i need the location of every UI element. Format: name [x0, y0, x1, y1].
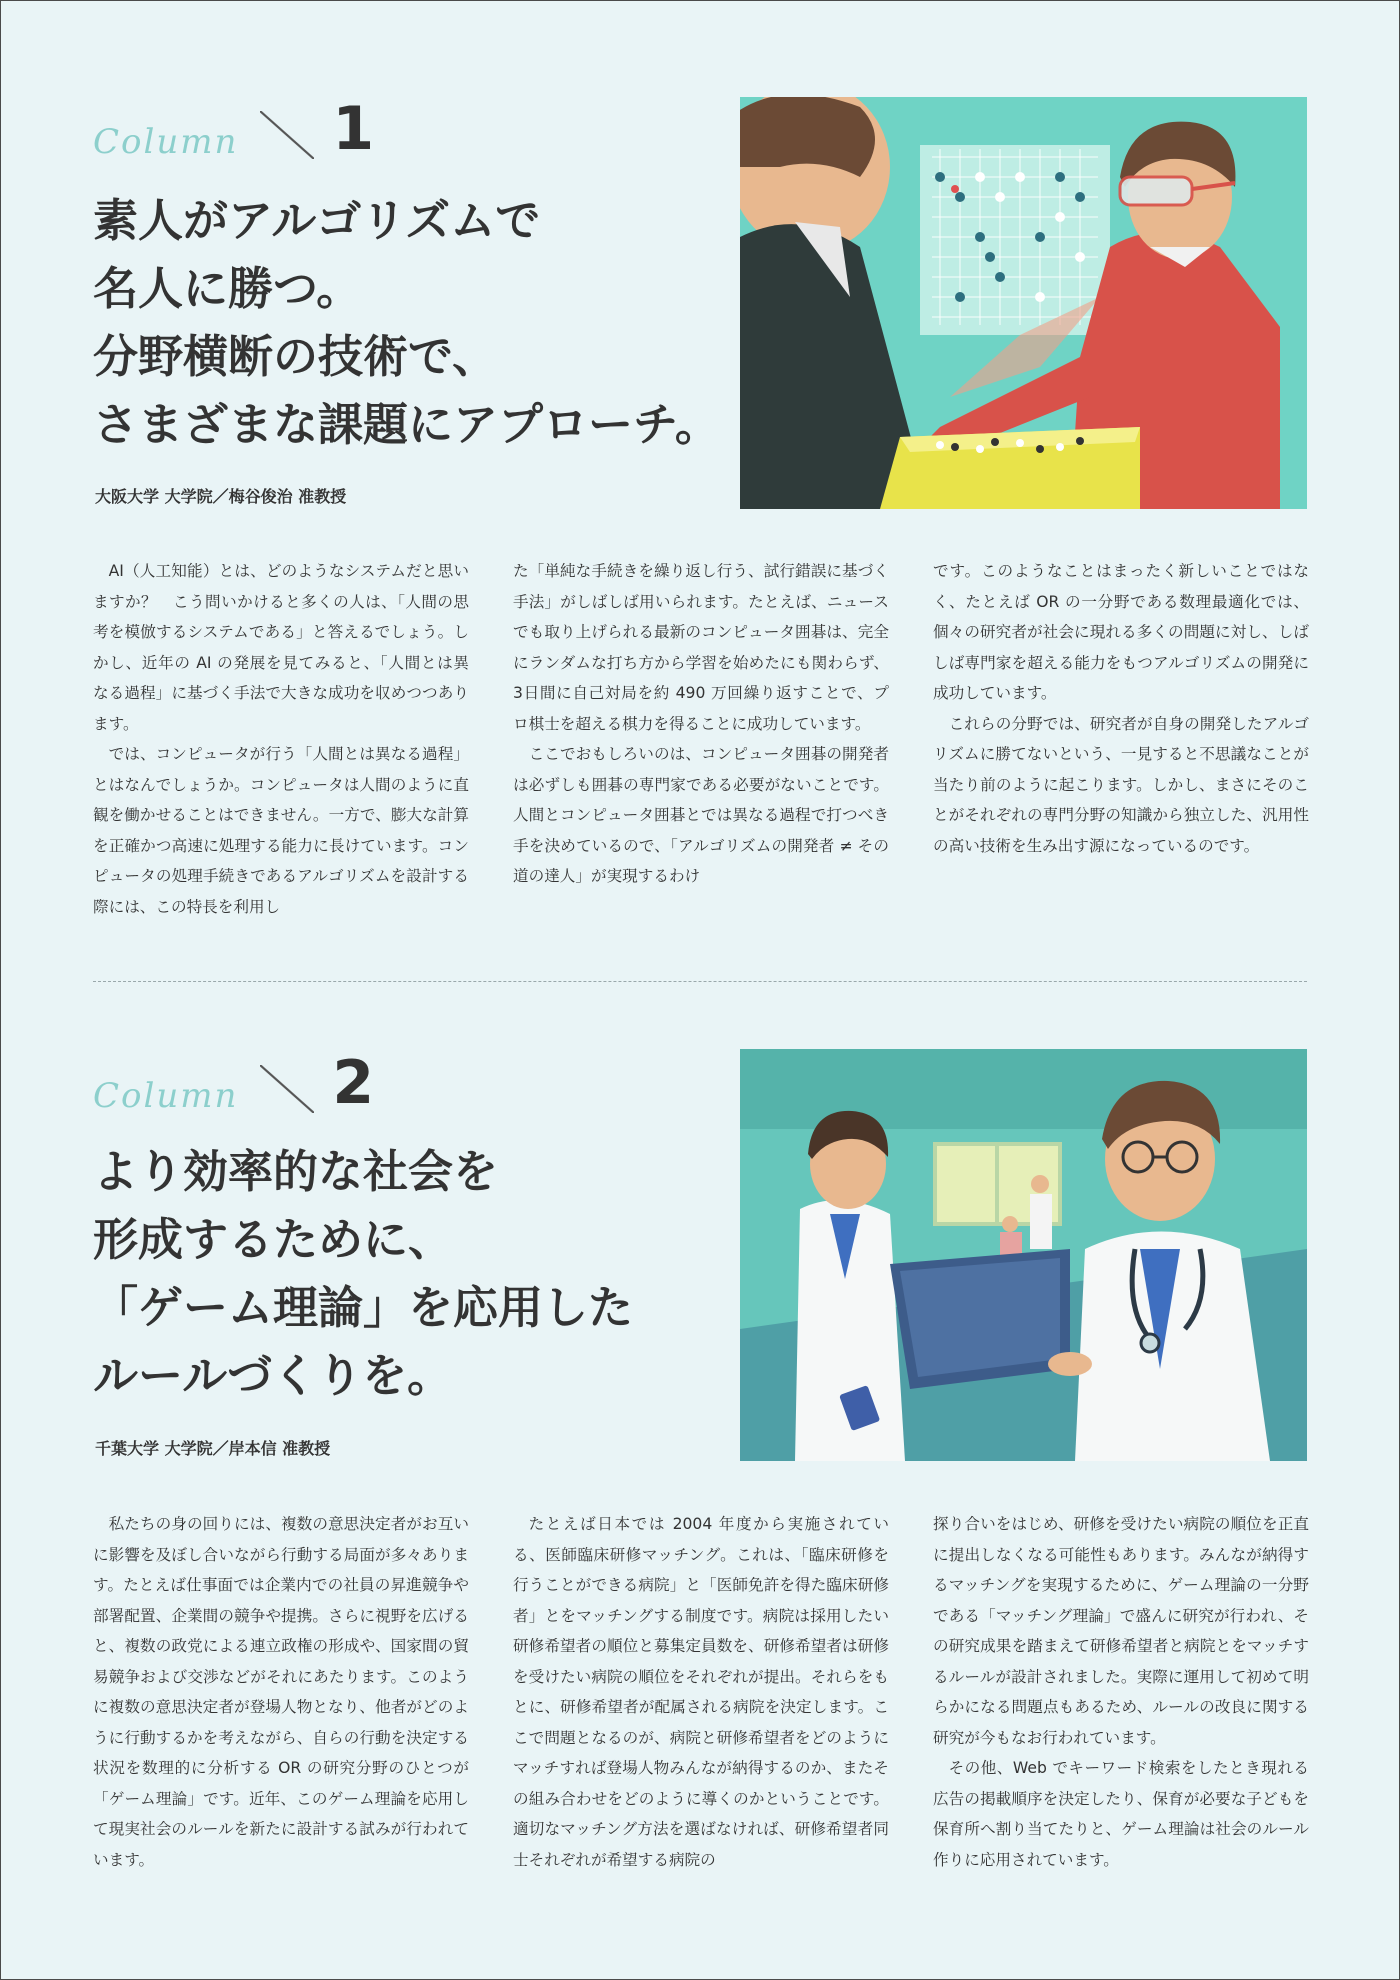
headline: [93, 187, 720, 459]
slash-divider: [260, 111, 314, 159]
body-paragraph: これらの分野では、研究者が自身の開発したアルゴリズムに勝てないという、一見すると不思議なことが当たり前のように起こります。しかし、まさにそのことがそれぞれの専門分野の知識から独立した、汎用性の高い技術を生み出す源になっているのです。: [933, 714, 1309, 855]
body-paragraph: 探り合いをはじめ、研修を受けたい病院の順位を正直に提出しなくなる可能性もあります。みんなが納得するマッチングを実現するために、ゲーム理論の一分野である「マッチング理論」で盛んに研究が行われ、その研究成果を踏まえて研修希望者と病院とをマッチするルールが設計されました。実際に運用して初めて明らかになる問題点もあるため、ルールの改良に関する研究が今もなお行われています。: [933, 1515, 1309, 1747]
body-column: [93, 556, 469, 922]
headline-line: より効率的な社会を: [93, 1145, 499, 1198]
body-column: [933, 556, 1309, 861]
column-word: Column: [93, 122, 239, 162]
body-paragraph: た「単純な手続きを繰り返し行う、試行錯誤に基づく手法」がしばしば用いられます。たとえば、ニュースでも取り上げられる最新のコンピュータ囲碁は、完全にランダムな打ち方から学習を始めたにも関わらず、3日間に自己対局を約 490 万回繰り返すことで、プロ棋士を超える棋力を得ることに成功しています。: [513, 562, 889, 733]
headline: [93, 1138, 633, 1410]
headline-line: 形成するために、: [93, 1213, 454, 1266]
body-column: [513, 556, 889, 892]
body-column: [513, 1509, 889, 1875]
hospital-doctors-illustration: [740, 1049, 1307, 1461]
body-paragraph: です。このようなことはまったく新しいことではなく、たとえば OR の一分野である数理最適化では、個々の研究者が社会に現れる多くの問題に対し、しばしば専門家を超える能力をもつアルゴリズムの開発に成功しています。: [933, 562, 1309, 702]
headline-line: さまざまな課題にアプローチ。: [93, 398, 720, 451]
body-paragraph: では、コンピュータが行う「人間とは異なる過程」とはなんでしょうか。コンピュータは人間のように直観を働かせることはできません。一方で、膨大な計算を正確かつ高速に処理する能力に長けています。コンピュータの処理手続きであるアルゴリズムを設計する際には、この特長を利用し: [93, 745, 469, 916]
body-paragraph: ここでおもしろいのは、コンピュータ囲碁の開発者は必ずしも囲碁の専門家である必要がないことです。人間とコンピュータ囲碁とでは異なる過程で打つべき手を決めているので、「アルゴリズムの開発者 ≠ その道の達人」が実現するわけ: [513, 745, 889, 885]
section-divider: [93, 981, 1307, 982]
body-column: [933, 1509, 1309, 1875]
column-label: [93, 94, 375, 164]
body-column: [93, 1509, 469, 1875]
slash-divider: [260, 1065, 314, 1113]
body-paragraph: その他、Web でキーワード検索をしたとき現れる広告の掲載順序を決定したり、保育が必要な子どもを保育所へ割り当てたりと、ゲーム理論は社会のルール作りに応用されています。: [933, 1759, 1309, 1869]
body-paragraph: AI（人工知能）とは、どのようなシステムだと思いますか？ こう問いかけると多くの人は、「人間の思考を模倣するシステムである」と答えるでしょう。しかし、近年の AI の発展を見てみると、「人間とは異なる過程」に基づく手法で大きな成功を収めつつあります。: [93, 562, 469, 733]
headline-line: 「ゲーム理論」を応用した: [93, 1281, 634, 1334]
headline-line: ルールづくりを。: [93, 1349, 453, 1402]
column-number: 1: [332, 94, 375, 164]
body-paragraph: 私たちの身の回りには、複数の意思決定者がお互いに影響を及ぼし合いながら行動する局面が多々あります。たとえば仕事面では企業内での社員の昇進競争や部署配置、企業間の競争や提携。さらに視野を広げると、複数の政党による連立政権の形成や、国家間の貿易競争および交渉などがそれにあたります。このように複数の意思決定者が登場人物となり、他者がどのように行動するかを考えながら、自らの行動を決定する状況を数理的に分析する OR の研究分野のひとつが「ゲーム理論」です。近年、このゲーム理論を応用して現実社会のルールを新たに設計する試みが行われています。: [93, 1515, 469, 1869]
author-credit: 大阪大学 大学院／梅谷俊治 准教授: [95, 487, 347, 506]
column-number: 2: [332, 1048, 375, 1118]
headline-line: 分野横断の技術で、: [93, 330, 498, 383]
column-label: [93, 1048, 375, 1118]
author-credit: 千葉大学 大学院／岸本信 准教授: [95, 1439, 331, 1458]
headline-line: 素人がアルゴリズムで: [93, 194, 541, 247]
headline-line: 名人に勝つ。: [93, 262, 362, 315]
go-match-illustration: [740, 97, 1307, 509]
body-paragraph: たとえば日本では 2004 年度から実施されている、医師臨床研修マッチング。これは、「臨床研修を行うことができる病院」と「医師免許を得た臨床研修者」とをマッチングする制度です。病院は採用したい研修希望者の順位と募集定員数を、研修希望者は研修を受けたい病院の順位をそれぞれが提出。それらをもとに、研修希望者が配属される病院を決定します。ここで問題となるのが、病院と研修希望者をどのようにマッチすれば登場人物みんなが納得するのか、またその組み合わせをどのように導くのかということです。適切なマッチング方法を選ばなければ、研修希望者同士それぞれが希望する病院の: [513, 1515, 889, 1869]
column-word: Column: [93, 1076, 239, 1116]
